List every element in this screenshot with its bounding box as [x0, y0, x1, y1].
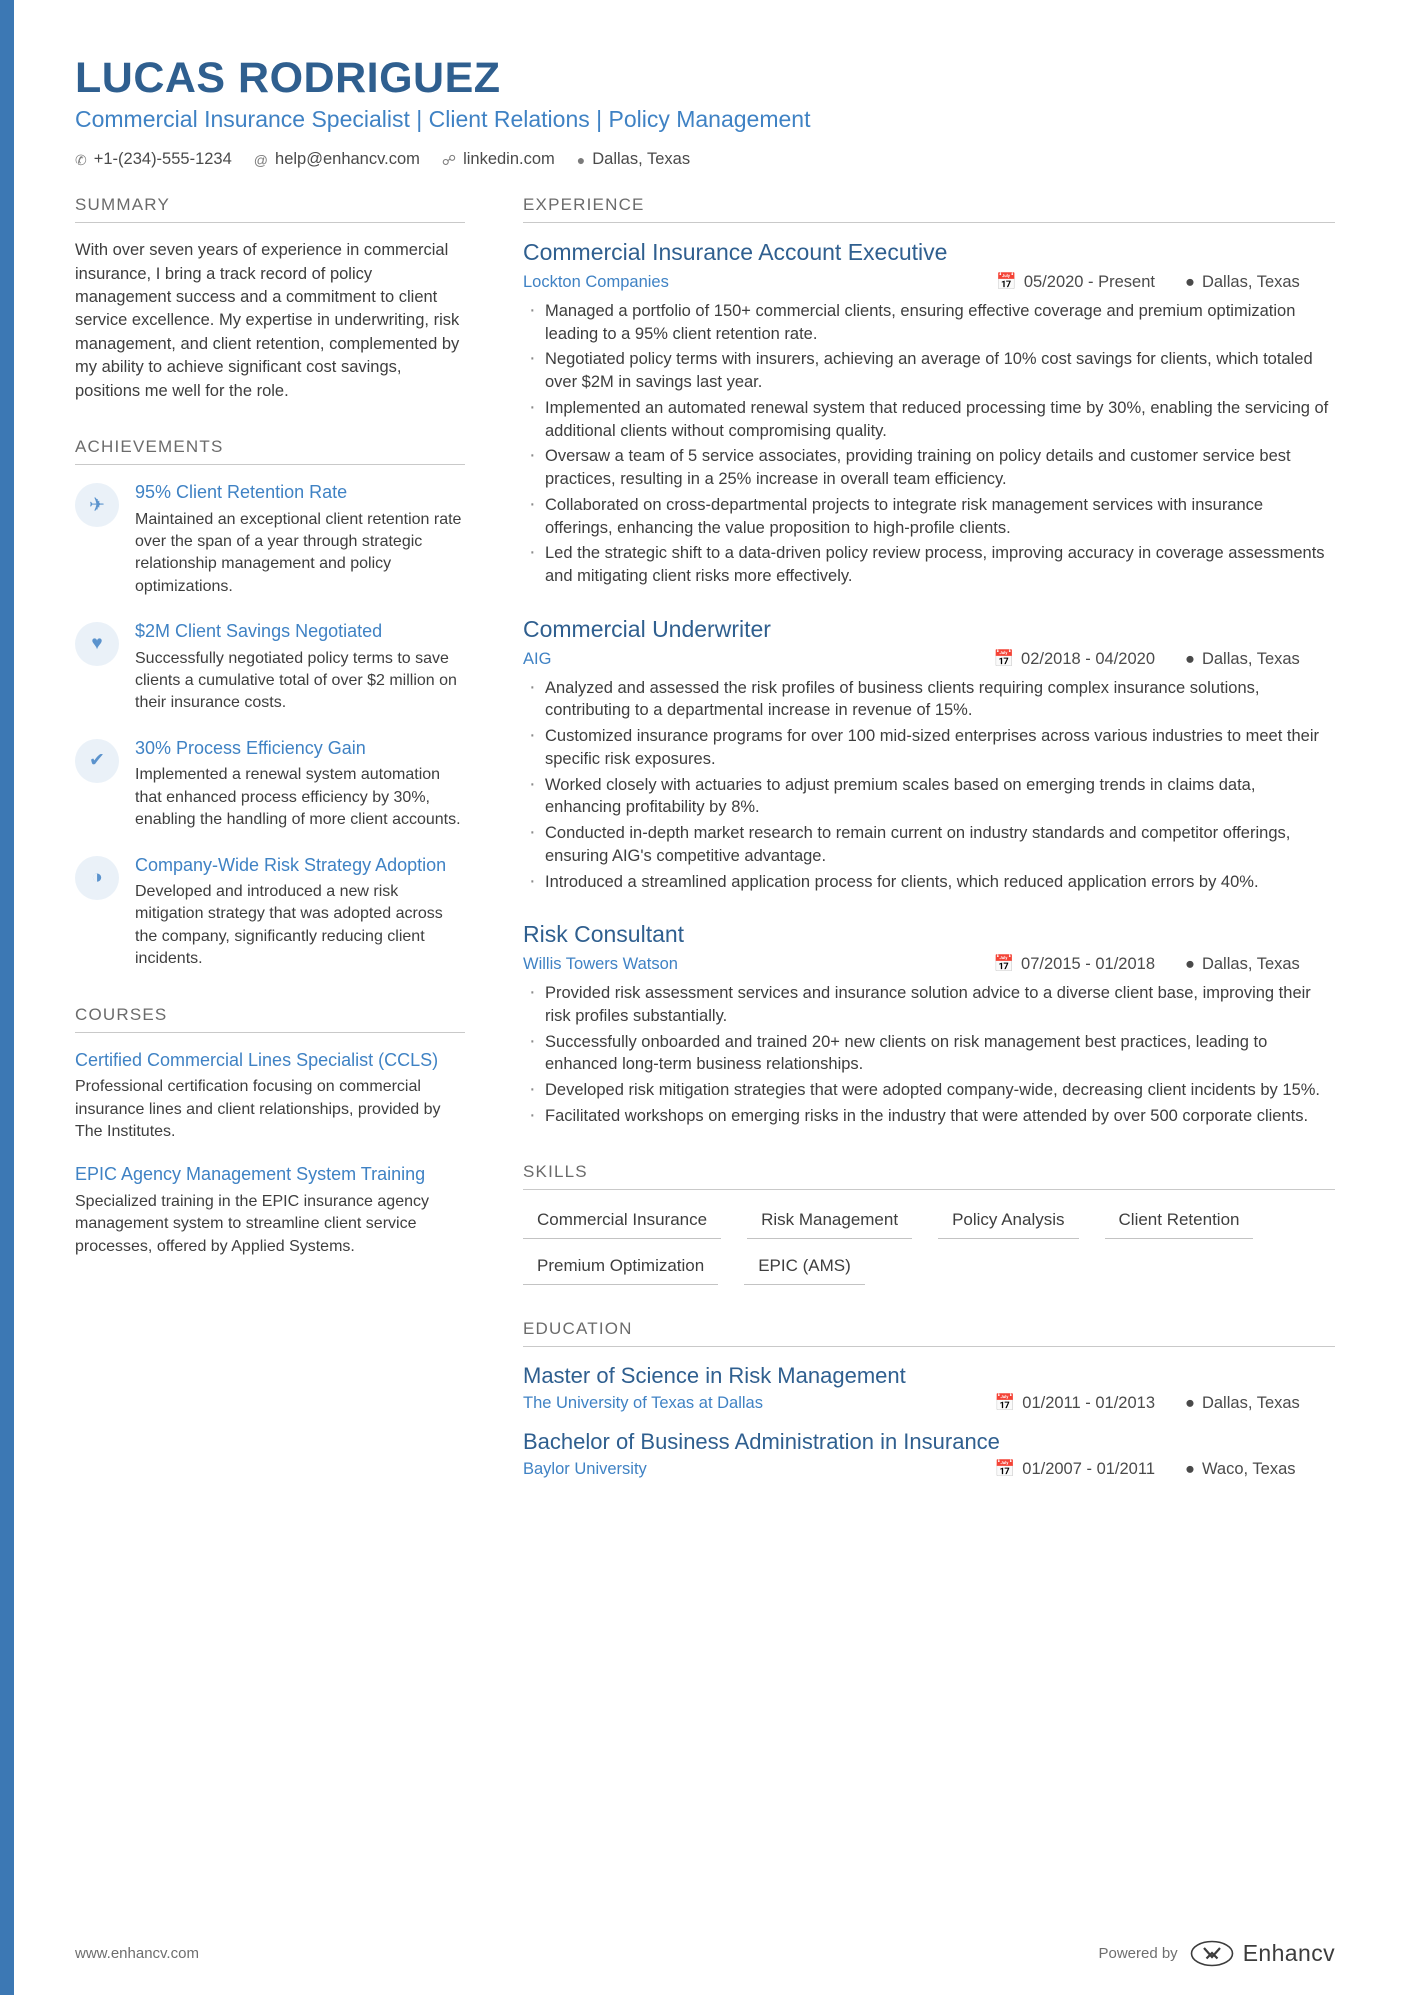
achievements-section: [75, 437, 465, 970]
job-bullet: · Negotiated policy terms with insurers, achieving an average of 10% cost savings for clients, which totaled over $2M in savings last year.: [523, 348, 1335, 394]
education-school[interactable]: Baylor University: [523, 1460, 647, 1479]
achievement-item: [75, 620, 465, 715]
job-bullet: · Provided risk assessment services and insurance solution advice to a diverse client base, improving their risk profiles substantially.: [523, 982, 1335, 1028]
rocket-icon: ✈: [75, 483, 119, 527]
summary-section: [75, 195, 465, 403]
job-bullet: · Conducted in-depth market research to remain current on industry standards and competitor offerings, ensuring AIG's competitive advantage.: [523, 822, 1335, 868]
education-dates: [995, 1394, 1155, 1413]
experience-section: [523, 195, 1335, 1127]
education-section: [523, 1319, 1335, 1480]
achievement-title: Company-Wide Risk Strategy Adoption: [135, 854, 447, 875]
footer-branding: [1098, 1940, 1335, 1967]
job-company[interactable]: Willis Towers Watson: [523, 955, 678, 974]
education-section-title: EDUCATION: [523, 1319, 1335, 1347]
skills-section: [523, 1162, 1335, 1285]
location-pin-icon: ●: [1185, 272, 1195, 291]
job-bullet: · Developed risk mitigation strategies that were adopted company-wide, decreasing client incidents by 15%.: [523, 1079, 1335, 1102]
achievement-item: [75, 481, 465, 598]
experience-item: [523, 239, 1335, 588]
job-location-value: Dallas, Texas: [1201, 649, 1300, 668]
experience-section-title: EXPERIENCE: [523, 195, 1335, 223]
course-item: [75, 1163, 465, 1258]
skill-tag: Premium Optimization: [523, 1252, 718, 1285]
job-title: Commercial Underwriter: [523, 615, 771, 642]
powered-by-label: Powered by: [1098, 1945, 1178, 1962]
job-dates: [996, 273, 1155, 292]
location-pin-icon: ●: [576, 151, 586, 168]
course-title: Certified Commercial Lines Specialist (CCLS): [75, 1049, 439, 1070]
education-location-value: Dallas, Texas: [1201, 1394, 1300, 1413]
education-degree: Master of Science in Risk Management: [523, 1362, 906, 1388]
job-company[interactable]: AIG: [523, 649, 552, 668]
contact-linkedin-value: linkedin.com: [463, 150, 555, 169]
job-bullet: · Worked closely with actuaries to adjust premium scales based on emerging trends in claims data, enhancing profitability by 8%.: [523, 774, 1335, 820]
location-pin-icon: ●: [1185, 955, 1195, 974]
contact-linkedin[interactable]: [442, 150, 555, 169]
job-dates-value: 07/2015 - 01/2018: [1021, 955, 1155, 974]
professional-headline: Commercial Insurance Specialist | Client Relations | Policy Management: [75, 106, 811, 133]
email-icon: @: [253, 151, 269, 168]
education-location: [1185, 1460, 1335, 1479]
skills-list: [523, 1206, 1335, 1285]
skill-tag: EPIC (AMS): [744, 1252, 865, 1285]
summary-section-title: SUMMARY: [75, 195, 465, 223]
education-location-value: Waco, Texas: [1201, 1460, 1296, 1479]
achievements-section-title: ACHIEVEMENTS: [75, 437, 465, 465]
resume-header: [75, 55, 1335, 169]
job-bullet: · Led the strategic shift to a data-driven policy review process, improving accuracy in coverage assessments and mitigating client risks more effectively.: [523, 542, 1335, 588]
lightbulb-icon: ◑: [75, 856, 119, 900]
heart-icon: ♥: [75, 622, 119, 666]
achievement-title: 95% Client Retention Rate: [135, 482, 348, 503]
enhancv-mark-icon: [1190, 1940, 1234, 1967]
page-footer: [75, 1940, 1335, 1967]
job-bullets: [523, 300, 1335, 588]
achievement-description: Maintained an exceptional client retention rate over the span of a year through strategic relationship management and policy optimizations.: [135, 510, 462, 595]
education-degree: Bachelor of Business Administration in Insurance: [523, 1429, 1000, 1455]
job-bullet: · Facilitated workshops on emerging risks in the industry that were attended by over 500 corporate clients.: [523, 1105, 1335, 1128]
skill-tag: Commercial Insurance: [523, 1206, 721, 1239]
job-dates: [994, 955, 1156, 974]
course-title: EPIC Agency Management System Training: [75, 1164, 426, 1185]
contact-location-value: Dallas, Texas: [592, 150, 691, 169]
job-dates-value: 05/2020 - Present: [1023, 272, 1155, 291]
contact-email-value: help@enhancv.com: [275, 150, 420, 169]
experience-item: [523, 921, 1335, 1127]
job-title: Commercial Insurance Account Executive: [523, 239, 948, 266]
job-bullet: · Analyzed and assessed the risk profiles of business clients requiring complex insurance solutions, contributing to a departmental increase in revenue of 15%.: [523, 677, 1335, 723]
left-column: [75, 195, 465, 1292]
summary-text: With over seven years of experience in commercial insurance, I bring a track record of policy management success and a commitment to client service excellence. My expertise in underwriting, risk management, and client retention, complemented by my ability to achieve significant cost savings, positions me well for the role.: [75, 241, 460, 400]
job-bullet: · Successfully onboarded and trained 20+ new clients on risk management best practices, leading to enhanced long-term business relationships.: [523, 1031, 1335, 1077]
experience-item: [523, 616, 1335, 893]
phone-icon: ✆: [75, 151, 87, 168]
job-title: Risk Consultant: [523, 921, 685, 948]
contact-email[interactable]: [254, 150, 420, 169]
job-company[interactable]: Lockton Companies: [523, 272, 669, 291]
education-dates: [995, 1460, 1155, 1479]
job-bullets: [523, 982, 1335, 1128]
enhancv-wordmark: Enhancv: [1242, 1940, 1335, 1966]
achievement-description: Developed and introduced a new risk mitigation strategy that was adopted across the company, significantly reducing client incidents.: [135, 883, 443, 968]
right-column: [523, 195, 1335, 1513]
education-item: [523, 1363, 1335, 1413]
achievement-description: Successfully negotiated policy terms to save clients a cumulative total of over $2 million on their insurance costs.: [135, 649, 457, 712]
achievement-item: [75, 737, 465, 832]
courses-section: [75, 1005, 465, 1258]
job-dates-value: 02/2018 - 04/2020: [1021, 649, 1155, 668]
education-item: [523, 1429, 1335, 1479]
contact-location: [577, 150, 690, 169]
achievement-description: Implemented a renewal system automation that enhanced process efficiency by 30%, enabling the handling of more client accounts.: [135, 766, 461, 829]
job-bullet: · Managed a portfolio of 150+ commercial clients, ensuring effective coverage and premium optimization leading to a 95% client retention rate.: [523, 300, 1335, 346]
job-bullet: · Customized insurance programs for over 100 mid-sized enterprises across various industries to meet their specific risk exposures.: [523, 725, 1335, 771]
skill-tag: Client Retention: [1105, 1206, 1254, 1239]
footer-website[interactable]: www.enhancv.com: [75, 1945, 199, 1962]
achievement-title: $2M Client Savings Negotiated: [135, 621, 383, 642]
course-item: [75, 1049, 465, 1144]
education-location: [1185, 1394, 1335, 1413]
page-title: LUCAS RODRIGUEZ: [75, 54, 501, 102]
contact-list: [75, 150, 1335, 169]
education-dates-value: 01/2011 - 01/2013: [1022, 1394, 1155, 1413]
calendar-icon: 📅: [993, 649, 1015, 668]
job-location: [1185, 955, 1335, 974]
contact-phone[interactable]: [75, 150, 232, 169]
calendar-icon: 📅: [994, 1394, 1016, 1413]
location-pin-icon: ●: [1185, 649, 1195, 668]
calendar-icon: 📅: [994, 1460, 1016, 1479]
skill-tag: Policy Analysis: [938, 1206, 1078, 1239]
enhancv-logo: [1190, 1940, 1335, 1967]
accent-bar: [0, 0, 14, 1995]
course-description: Specialized training in the EPIC insurance agency management system to streamline client service processes, offered by Applied Systems.: [75, 1192, 429, 1255]
skills-section-title: SKILLS: [523, 1162, 1335, 1190]
skill-tag: Risk Management: [747, 1206, 912, 1239]
calendar-icon: 📅: [993, 955, 1015, 974]
location-pin-icon: ●: [1185, 1460, 1195, 1479]
job-dates: [994, 650, 1156, 669]
job-location: [1185, 650, 1335, 669]
job-location-value: Dallas, Texas: [1201, 272, 1300, 291]
contact-phone-value: +1-(234)-555-1234: [93, 150, 232, 169]
education-dates-value: 01/2007 - 01/2011: [1022, 1460, 1155, 1479]
job-bullet: · Implemented an automated renewal system that reduced processing time by 30%, enabling the servicing of additional clients without compromising quality.: [523, 397, 1335, 443]
courses-section-title: COURSES: [75, 1005, 465, 1033]
job-bullet: · Introduced a streamlined application process for clients, which reduced application errors by 40%.: [523, 871, 1335, 894]
education-school[interactable]: The University of Texas at Dallas: [523, 1394, 763, 1413]
course-description: Professional certification focusing on commercial insurance lines and client relationships, provided by The Institutes.: [75, 1078, 441, 1140]
location-pin-icon: ●: [1185, 1394, 1195, 1413]
calendar-icon: 📅: [996, 272, 1017, 291]
achievement-title: 30% Process Efficiency Gain: [135, 737, 366, 758]
check-icon: ✔: [75, 739, 119, 783]
job-bullet: · Oversaw a team of 5 service associates, providing training on policy details and customer service best practices, resulting in a 25% increase in overall team efficiency.: [523, 445, 1335, 491]
job-bullets: [523, 677, 1335, 894]
achievement-item: [75, 854, 465, 971]
link-icon: ☍: [441, 151, 457, 168]
job-location: [1185, 273, 1335, 292]
job-bullet: · Collaborated on cross-departmental projects to integrate risk management services with insurance offerings, enhancing the value proposition to high-profile clients.: [523, 494, 1335, 540]
job-location-value: Dallas, Texas: [1201, 955, 1300, 974]
